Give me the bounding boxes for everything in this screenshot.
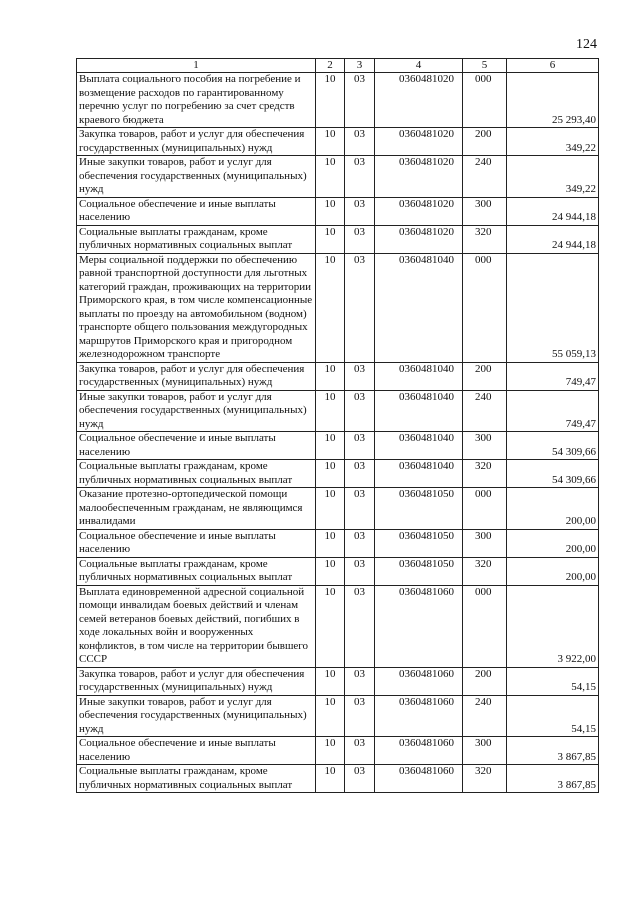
table-row [77,197,599,225]
target-article-code: 0360481060 [375,695,463,737]
expense-type-code: 320 [463,460,507,488]
column-header: 4 [375,59,463,73]
table-row [77,667,599,695]
target-article-code: 0360481020 [375,197,463,225]
row-description: Социальное обеспечение и иные выплаты населению [77,737,316,765]
amount: 349,22 [507,128,599,156]
table-row [77,737,599,765]
subsection-code: 03 [345,253,375,362]
section-code: 10 [316,737,345,765]
row-description: Социальные выплаты гражданам, кроме публичных нормативных социальных выплат [77,765,316,793]
row-description: Меры социальной поддержки по обеспечению равной транспортной доступности для льготных категорий граждан, проживающих на территории Приморского края, в том числе компенсационные выплаты по проезду на автомобильном (водном) транспорте общего пользования междугородных маршрутов Приморского края и пригородном железнодорожном транспорте [77,253,316,362]
table-row [77,765,599,793]
section-code: 10 [316,362,345,390]
subsection-code: 03 [345,737,375,765]
table-row [77,585,599,667]
column-header: 5 [463,59,507,73]
table-row [77,488,599,530]
target-article-code: 0360481020 [375,156,463,198]
table-row [77,390,599,432]
table-row [77,73,599,128]
target-article-code: 0360481060 [375,765,463,793]
target-article-code: 0360481020 [375,225,463,253]
target-article-code: 0360481060 [375,667,463,695]
section-code: 10 [316,253,345,362]
amount: 3 867,85 [507,737,599,765]
target-article-code: 0360481020 [375,128,463,156]
table-row [77,253,599,362]
subsection-code: 03 [345,128,375,156]
target-article-code: 0360481050 [375,557,463,585]
row-description: Оказание протезно-ортопедической помощи малообеспеченным гражданам, не являющимся инвалидами [77,488,316,530]
table-row [77,362,599,390]
page-number: 124 [576,37,597,52]
target-article-code: 0360481040 [375,253,463,362]
column-header: 2 [316,59,345,73]
expense-type-code: 300 [463,197,507,225]
expense-type-code: 200 [463,128,507,156]
subsection-code: 03 [345,197,375,225]
amount: 749,47 [507,362,599,390]
target-article-code: 0360481040 [375,432,463,460]
expense-type-code: 320 [463,765,507,793]
section-code: 10 [316,390,345,432]
amount: 3 922,00 [507,585,599,667]
expense-type-code: 200 [463,667,507,695]
amount: 54,15 [507,667,599,695]
table-row [77,156,599,198]
expense-type-code: 300 [463,737,507,765]
section-code: 10 [316,73,345,128]
target-article-code: 0360481050 [375,488,463,530]
target-article-code: 0360481050 [375,529,463,557]
amount: 54 309,66 [507,460,599,488]
section-code: 10 [316,765,345,793]
section-code: 10 [316,156,345,198]
subsection-code: 03 [345,73,375,128]
section-code: 10 [316,460,345,488]
table-row [77,695,599,737]
row-description: Иные закупки товаров, работ и услуг для обеспечения государственных (муниципальных) нужд [77,390,316,432]
subsection-code: 03 [345,225,375,253]
table-row [77,460,599,488]
amount: 3 867,85 [507,765,599,793]
expense-type-code: 200 [463,362,507,390]
row-description: Социальное обеспечение и иные выплаты населению [77,197,316,225]
table-row [77,432,599,460]
row-description: Закупка товаров, работ и услуг для обеспечения государственных (муниципальных) нужд [77,128,316,156]
expense-type-code: 000 [463,253,507,362]
subsection-code: 03 [345,695,375,737]
amount: 54 309,66 [507,432,599,460]
amount: 24 944,18 [507,197,599,225]
expense-type-code: 240 [463,390,507,432]
row-description: Иные закупки товаров, работ и услуг для обеспечения государственных (муниципальных) нужд [77,695,316,737]
row-description: Социальные выплаты гражданам, кроме публичных нормативных социальных выплат [77,460,316,488]
subsection-code: 03 [345,362,375,390]
expense-type-code: 000 [463,73,507,128]
section-code: 10 [316,225,345,253]
table-row [77,529,599,557]
row-description: Выплата социального пособия на погребение и возмещение расходов по гарантированному перечню услуг по погребению за счет средств краевого бюджета [77,73,316,128]
subsection-code: 03 [345,585,375,667]
table-row [77,128,599,156]
column-header: 1 [77,59,316,73]
expense-type-code: 240 [463,695,507,737]
row-description: Социальные выплаты гражданам, кроме публичных нормативных социальных выплат [77,557,316,585]
amount: 24 944,18 [507,225,599,253]
amount: 349,22 [507,156,599,198]
subsection-code: 03 [345,390,375,432]
column-header: 6 [507,59,599,73]
section-code: 10 [316,432,345,460]
subsection-code: 03 [345,765,375,793]
expense-type-code: 300 [463,529,507,557]
target-article-code: 0360481060 [375,585,463,667]
expense-type-code: 300 [463,432,507,460]
amount: 749,47 [507,390,599,432]
subsection-code: 03 [345,557,375,585]
amount: 200,00 [507,529,599,557]
section-code: 10 [316,128,345,156]
expense-type-code: 000 [463,585,507,667]
row-description: Закупка товаров, работ и услуг для обеспечения государственных (муниципальных) нужд [77,667,316,695]
expense-type-code: 320 [463,557,507,585]
subsection-code: 03 [345,529,375,557]
subsection-code: 03 [345,667,375,695]
subsection-code: 03 [345,156,375,198]
row-description: Закупка товаров, работ и услуг для обеспечения государственных (муниципальных) нужд [77,362,316,390]
expense-type-code: 320 [463,225,507,253]
subsection-code: 03 [345,432,375,460]
section-code: 10 [316,529,345,557]
table-row [77,557,599,585]
section-code: 10 [316,488,345,530]
row-description: Социальные выплаты гражданам, кроме публичных нормативных социальных выплат [77,225,316,253]
amount: 55 059,13 [507,253,599,362]
row-description: Выплата единовременной адресной социальной помощи инвалидам боевых действий и членам семей ветеранов боевых действий, погибших в ходе локальных войн и вооруженных конфликтов, в том числе на территории бывшего СССР [77,585,316,667]
expense-type-code: 240 [463,156,507,198]
amount: 200,00 [507,557,599,585]
target-article-code: 0360481040 [375,362,463,390]
table-header-row [77,59,599,73]
table-row [77,225,599,253]
expense-type-code: 000 [463,488,507,530]
section-code: 10 [316,695,345,737]
target-article-code: 0360481060 [375,737,463,765]
row-description: Социальное обеспечение и иные выплаты населению [77,529,316,557]
amount: 25 293,40 [507,73,599,128]
section-code: 10 [316,667,345,695]
section-code: 10 [316,557,345,585]
subsection-code: 03 [345,460,375,488]
section-code: 10 [316,585,345,667]
row-description: Социальное обеспечение и иные выплаты населению [77,432,316,460]
budget-table [76,58,599,793]
target-article-code: 0360481040 [375,390,463,432]
row-description: Иные закупки товаров, работ и услуг для обеспечения государственных (муниципальных) нужд [77,156,316,198]
subsection-code: 03 [345,488,375,530]
column-header: 3 [345,59,375,73]
target-article-code: 0360481020 [375,73,463,128]
target-article-code: 0360481040 [375,460,463,488]
section-code: 10 [316,197,345,225]
amount: 200,00 [507,488,599,530]
amount: 54,15 [507,695,599,737]
